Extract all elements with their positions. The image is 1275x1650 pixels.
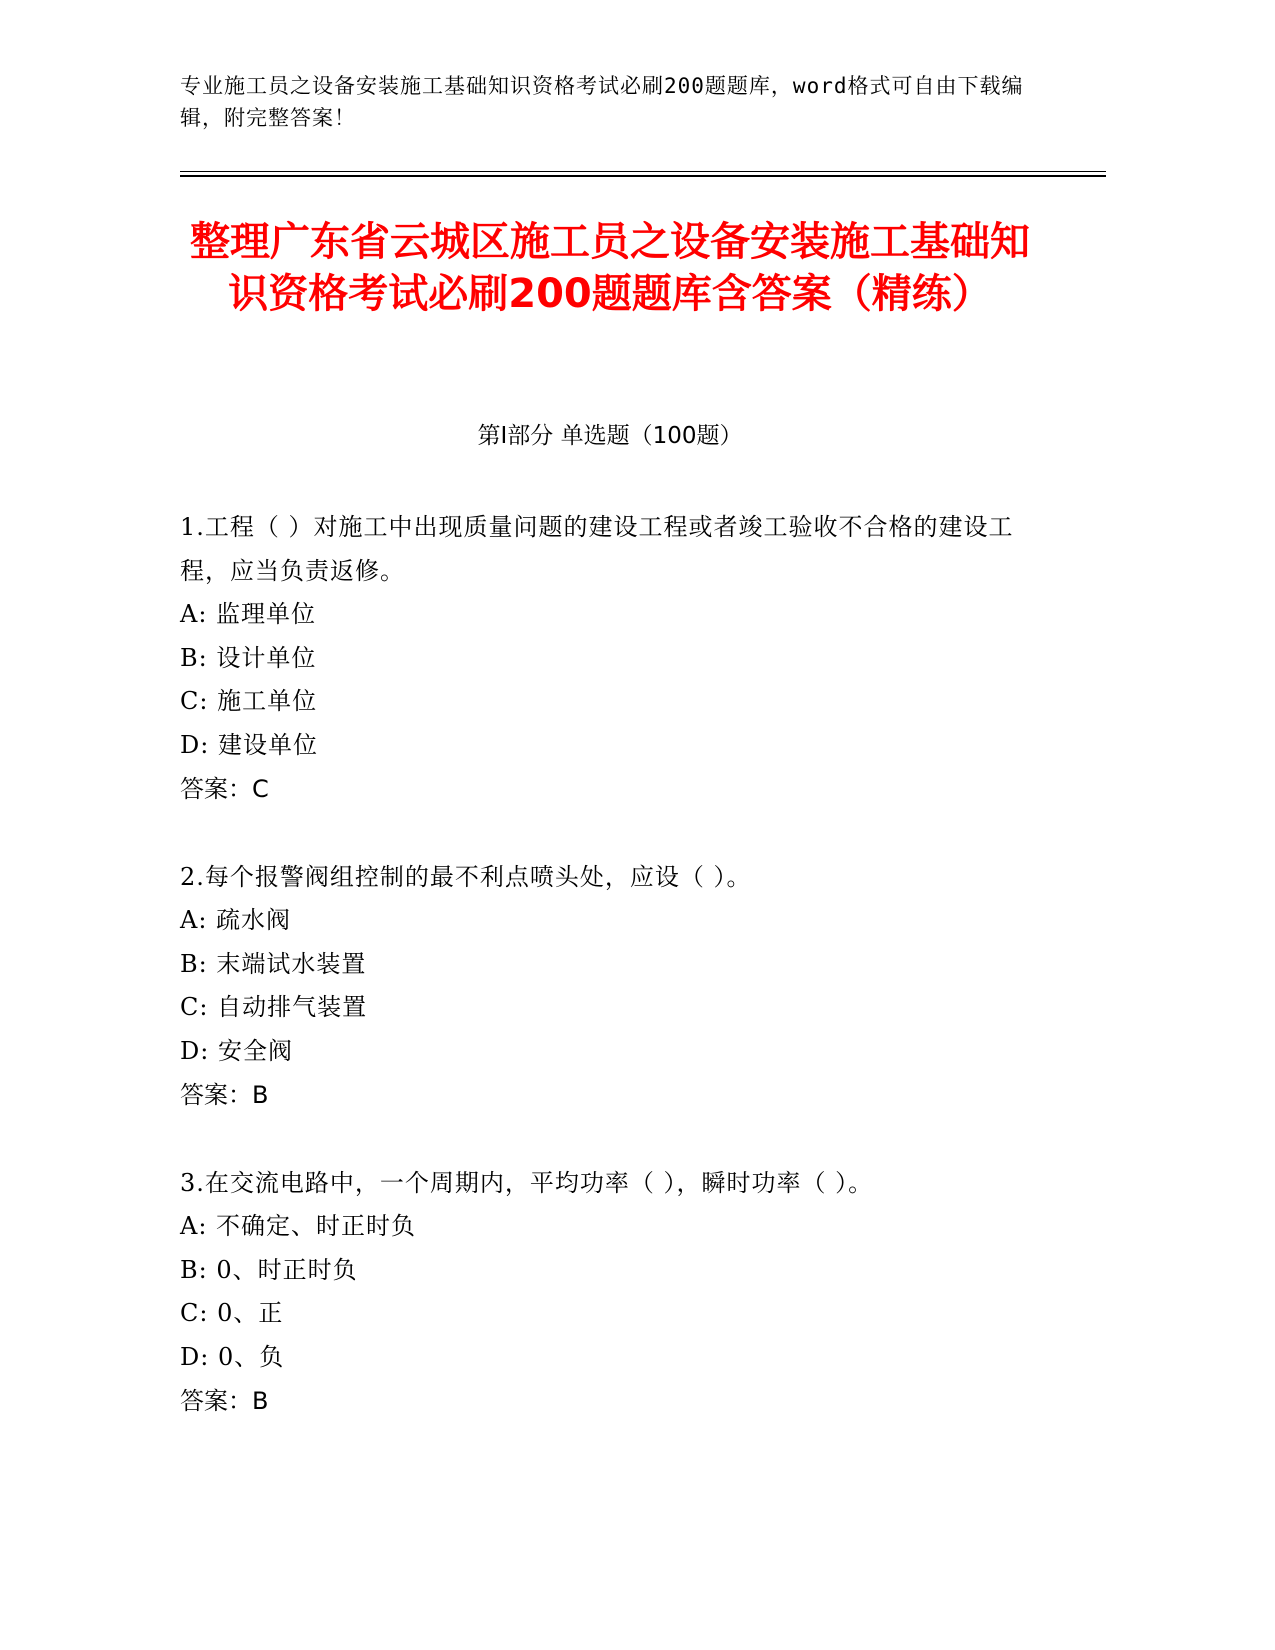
question-list (180, 505, 1040, 1467)
answer: 答案：B (180, 1081, 269, 1109)
question-stem: 2.每个报警阀组控制的最不利点喷头处，应设（ ）。 (180, 863, 752, 891)
section-title: 第Ⅰ部分 单选题（100题） (477, 423, 743, 449)
option-c: C: 施工单位 (180, 687, 318, 715)
answer: 答案：B (180, 1387, 269, 1415)
option-b: B: 设计单位 (180, 643, 317, 672)
option-d: D: 建设单位 (180, 730, 318, 759)
option-b: B: 0、时正时负 (180, 1255, 358, 1284)
option-b: B: 末端试水装置 (180, 949, 367, 978)
option-a: A: 疏水阀 (180, 906, 292, 934)
document-title: 整理广东省云城区施工员之设备安装施工基础知识资格考试必刷200题题库含答案（精练） (190, 219, 1030, 317)
option-d: D: 0、负 (180, 1342, 285, 1371)
question-stem: 1.工程（ ）对施工中出现质量问题的建设工程或者竣工验收不合格的建设工程，应当负责返修。 (180, 513, 1014, 585)
header-rule-thick (180, 175, 1106, 177)
option-c: C: 自动排气装置 (180, 993, 368, 1021)
question-2 (180, 855, 1040, 1117)
question-3 (180, 1161, 1040, 1423)
question-stem: 3.在交流电路中，一个周期内，平均功率（ ），瞬时功率（ ）。 (180, 1169, 874, 1197)
answer: 答案：C (180, 775, 269, 803)
header-rule-thin (180, 171, 1106, 172)
option-d: D: 安全阀 (180, 1036, 293, 1065)
question-1 (180, 505, 1040, 811)
option-c: C: 0、正 (180, 1299, 284, 1327)
option-a: A: 监理单位 (180, 600, 317, 628)
option-a: A: 不确定、时正时负 (180, 1212, 417, 1240)
header-note: 专业施工员之设备安装施工基础知识资格考试必刷200题题库，word格式可自由下载编辑，附完整答案！ (180, 74, 1024, 130)
